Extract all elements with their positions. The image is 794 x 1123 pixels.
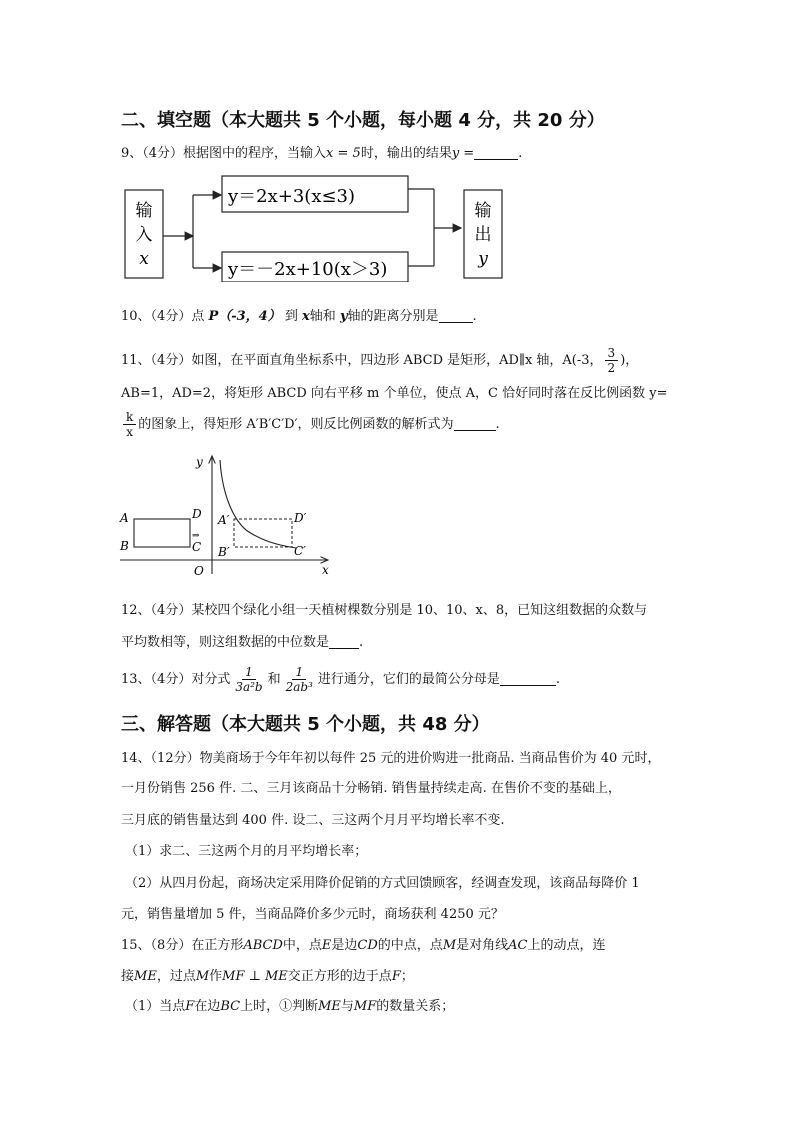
section-title-answer: 三、解答题（本大题共 5 个小题，共 48 分） [121,714,490,735]
q10-point: P（-3，4） [208,309,281,324]
q15-text: 作 [209,969,223,984]
q15-text: 的中点，点 [377,938,443,953]
q11-coordinate-figure [116,452,338,578]
output-char-2: 出 [474,225,492,245]
q15-text: ，过点 [156,969,196,984]
q15-math: F [185,999,195,1014]
rectangle-translated [234,519,292,547]
shift-arrow: ⇒ [192,531,200,541]
question-12-line-1: 12、（4分）某校四个绿化小组一天植树棵数分别是 10、10、x、8，已知这组数据的众数与 [121,603,648,618]
function-bottom-text: y＝－2x+10(x＞3) [228,259,388,280]
label-d: D [192,507,202,521]
q11-line1-prefix: 11、（4分）如图，在平面直角坐标系中，四边形 ABCD 是矩形，AD∥x 轴，A(-3， [121,353,603,368]
q15-text: 上时，①判断 [240,999,319,1014]
q15-text: （1）当点 [125,999,186,1014]
answer-blank-q11[interactable] [454,416,496,431]
q9-middle: 时，输出的结果 [360,146,452,161]
q15-math: ME [134,969,157,984]
question-15-line-1 [121,936,606,956]
q9-input-expr: x = 5 [326,146,361,161]
section-title-fill-in: 二、填空题（本大题共 5 个小题，每小题 4 分，共 20 分） [121,110,605,131]
q13-and: 和 [267,672,281,687]
question-12-line-2 [121,633,363,653]
q15-math: MF [353,999,377,1014]
label-b-prime: B′ [218,545,230,559]
q13-suffix: 进行通分，它们的最简公分母是 [317,672,500,687]
question-14-sub-2-line-2: 元，销售量增加 5 件，当商品降价多少元时，商场获利 4250 元？ [121,907,504,922]
q9-output-var: y = [451,146,475,161]
q10-middle2: 轴和 [309,309,336,324]
fraction-den: 2 [607,361,616,375]
question-14-sub-1: （1）求二、三这两个月的月平均增长率； [125,844,368,859]
q11-line1-suffix: )， [620,353,639,368]
q9-end: . [518,146,523,161]
q15-math: ABCD [243,938,283,953]
q15-math: CD [357,938,378,953]
q13-end: . [555,672,561,687]
question-9 [121,144,522,164]
question-10 [121,307,477,327]
q15-math: M [195,969,210,984]
fraction-den: 2ab³ [285,680,313,694]
q15-text: 是边 [331,938,358,953]
q10-prefix: 10、（4分）点 [121,309,205,324]
answer-blank-q12[interactable] [329,634,359,649]
label-c-prime: C′ [294,544,306,558]
q15-math: M [442,938,457,953]
y-axis-label: y [196,455,203,469]
question-11-line-3 [121,410,500,439]
q15-text: 交正方形的边于点 [287,969,392,984]
question-14-sub-2-line-1: （2）从四月份起，商场决定采用降价促销的方式回馈顾客，经调查发现，该商品每降价 1 [125,876,640,891]
q12-end: . [359,635,364,650]
q10-end: . [472,309,477,324]
fraction-num: 3 [605,346,619,361]
q15-text: 15、（8分）在正方形 [121,938,244,953]
origin-label: O [194,564,204,578]
label-a-prime: A′ [218,513,230,527]
q15-math: BC [220,999,241,1014]
fraction-1-over-2ab3 [283,665,316,694]
fraction-num: 1 [292,665,306,680]
q15-text: ； [400,969,414,984]
q9-flowchart [118,170,518,282]
q15-text: 的数量关系； [376,999,455,1014]
fraction-den: 3a²b [235,680,263,694]
input-char-2: 入 [135,225,153,245]
q12-line2: 平均数相等，则这组数据的中位数是 [121,635,330,650]
q15-math: ME [318,999,341,1014]
question-14-line-1: 14、（12分）物美商场于今年年初以每件 25 元的进价购进一批商品. 当商品售价为 40 元时， [121,751,661,766]
q15-math: E [321,938,332,953]
label-d-prime: D′ [294,511,307,525]
question-11-line-1 [121,346,638,375]
q11-line3-suffix: 的图象上，得矩形 A′B′C′D′，则反比例函数的解析式为 [138,417,454,432]
q15-text: 与 [340,999,354,1014]
question-14-line-3: 三月底的销售量达到 400 件. 设二、三这两个月月平均增长率不变. [121,813,505,828]
q15-text: 上的动点，连 [527,938,606,953]
answer-blank-q9[interactable] [474,145,518,160]
q13-prefix: 13、（4分）对分式 [121,672,231,687]
q15-math: AC [508,938,528,953]
question-13 [121,662,560,698]
q9-prefix: 9、（4分）根据图中的程序，当输入 [121,146,327,161]
q10-suffix: 轴的距离分别是 [347,309,439,324]
q15-text: 接 [121,969,135,984]
answer-blank-q10[interactable] [439,308,473,323]
hyperbola-curve [220,460,296,548]
rectangle-abcd [134,519,190,547]
input-char-1: 输 [135,201,153,221]
q10-middle1: 到 [284,309,298,324]
question-11-line-2: AB=1，AD=2，将矩形 ABCD 向右平移 m 个单位，使点 A，C 恰好同时落在反比例函数 y= [121,386,668,401]
q15-text: 是对角线 [456,938,509,953]
q15-math: MF ⊥ ME [222,969,288,984]
answer-blank-q13[interactable] [500,671,556,686]
output-char-3: y [478,249,488,269]
fraction-k-over-x [123,410,136,439]
q10-xvar: x [302,309,310,324]
fraction-num: k [123,410,136,425]
q15-text: 在边 [194,999,221,1014]
fraction-1-over-3a2b [232,665,265,694]
function-top-text: y＝2x+3(x≤3) [228,186,356,207]
question-15-line-2 [121,967,414,987]
q15-text: 中，点 [282,938,322,953]
q11-end: . [495,417,500,432]
question-15-sub-1 [125,997,454,1017]
label-b: B [120,539,129,553]
fraction-num: 1 [242,665,256,680]
label-c: C [192,540,202,554]
x-axis-label: x [322,563,329,577]
input-char-3: x [139,249,149,269]
output-char-1: 输 [474,201,492,221]
q10-yvar: y [339,309,348,324]
fraction-3-over-2 [605,346,619,375]
label-a: A [120,511,129,525]
question-14-line-2: 一月份销售 256 件. 二、三月该商品十分畅销. 销售量持续走高. 在售价不变的基础上， [121,781,621,796]
fraction-den: x [126,425,134,439]
q15-math: F [391,969,401,984]
